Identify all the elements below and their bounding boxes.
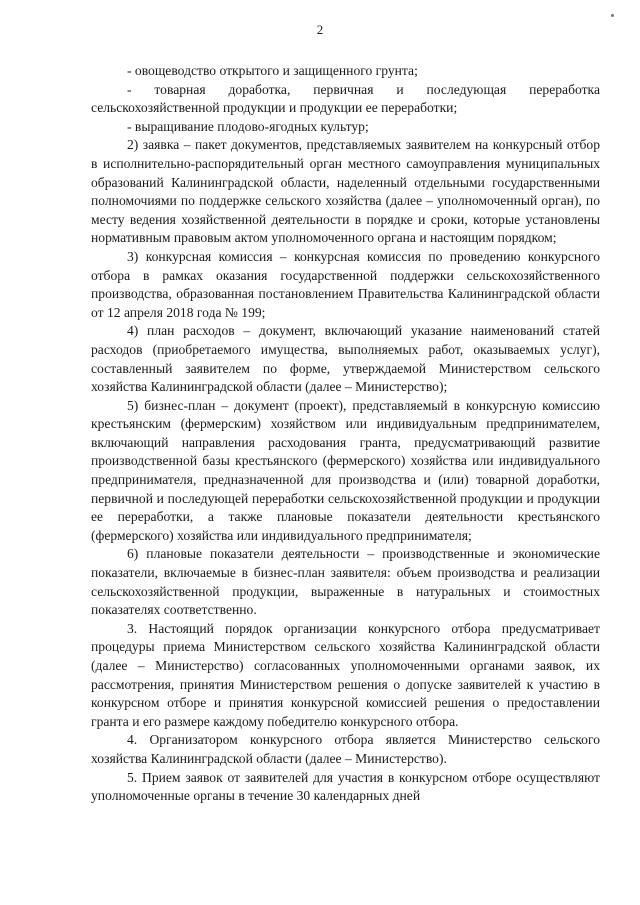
- list-item-processing: - товарная доработка, первичная и последующая переработка сельскохозяйственной продукции и продукции ее переработки;: [91, 81, 600, 116]
- list-item-fruit: - выращивание плодово-ягодных культур;: [127, 118, 369, 134]
- page-number: 2: [316, 22, 324, 37]
- clause-5: 5. Прием заявок от заявителей для участия в конкурсном отборе осуществляют уполномоченные органы в течение 30 календарных дней: [91, 769, 600, 804]
- clause-4: 4. Организатором конкурсного отбора является Министерство сельского хозяйства Калининградской области (далее – Министерство).: [91, 732, 600, 766]
- definition-application: 2) заявка – пакет документов, представляемых заявителем на конкурсный отбор в исполнительно-распорядительный орган местного самоуправления муниципальных образований Калининградской области, наделенный отдельными государственными полномочиями по поддержке сельского хозяйства (далее – уполномоченный орган), по месту ведения хозяйственной деятельности в порядке и сроки, которые установлены нормативным правовым актом уполномоченного органа и настоящим порядком;: [91, 137, 600, 246]
- document-body: [91, 62, 600, 806]
- definition-business-plan: 5) бизнес-план – документ (проект), представляемый в конкурсную комиссию крестьянским (фермерским) хозяйством или индивидуальным предпринимателем, включающий направления расходования гранта, предусматривающий развитие производственной базы крестьянского (фермерского) хозяйства или индивидуального предпринимателя, предназначенной для производства и (или) товарной доработки, первичной и последующей переработки сельскохозяйственной продукции и продукции ее переработки, а также плановые показатели деятельности крестьянского (фермерского) хозяйства или индивидуального предпринимателя;: [91, 397, 600, 543]
- definition-commission: 3) конкурсная комиссия – конкурсная комиссия по проведению конкурсного отбора в рамках оказания государственной поддержки сельскохозяйственного производства, образованная постановлением Правительства Калининградской области от 12 апреля 2018 года № 199;: [91, 248, 600, 320]
- definition-planned-indicators: 6) плановые показатели деятельности – производственные и экономические показатели, включаемые в бизнес-план заявителя: объем производства и реализации сельскохозяйственной продукции, выраженные в натуральных и стоимостных показателях соответственно.: [91, 546, 600, 618]
- clause-3: 3. Настоящий порядок организации конкурсного отбора предусматривает процедуры приема Министерством сельского хозяйства Калининградской области (далее – Министерство) согласованных уполномоченными органами заявок, их рассмотрения, принятия Министерством решения о допуске заявителей к участию в конкурсном отборе и принятия конкурсной комиссией решения о предоставлении гранта и его размере каждому победителю конкурсного отбора.: [91, 620, 600, 729]
- definition-expense-plan: 4) план расходов – документ, включающий указание наименований статей расходов (приобретаемого имущества, выполняемых работ, оказываемых услуг), составленный заявителем по форме, утверждаемой Министерством сельского хозяйства Калининградской области (далее – Министерство);: [91, 323, 600, 395]
- scan-dot: [611, 14, 614, 17]
- list-item-vegetables: - овощеводство открытого и защищенного грунта;: [127, 63, 418, 78]
